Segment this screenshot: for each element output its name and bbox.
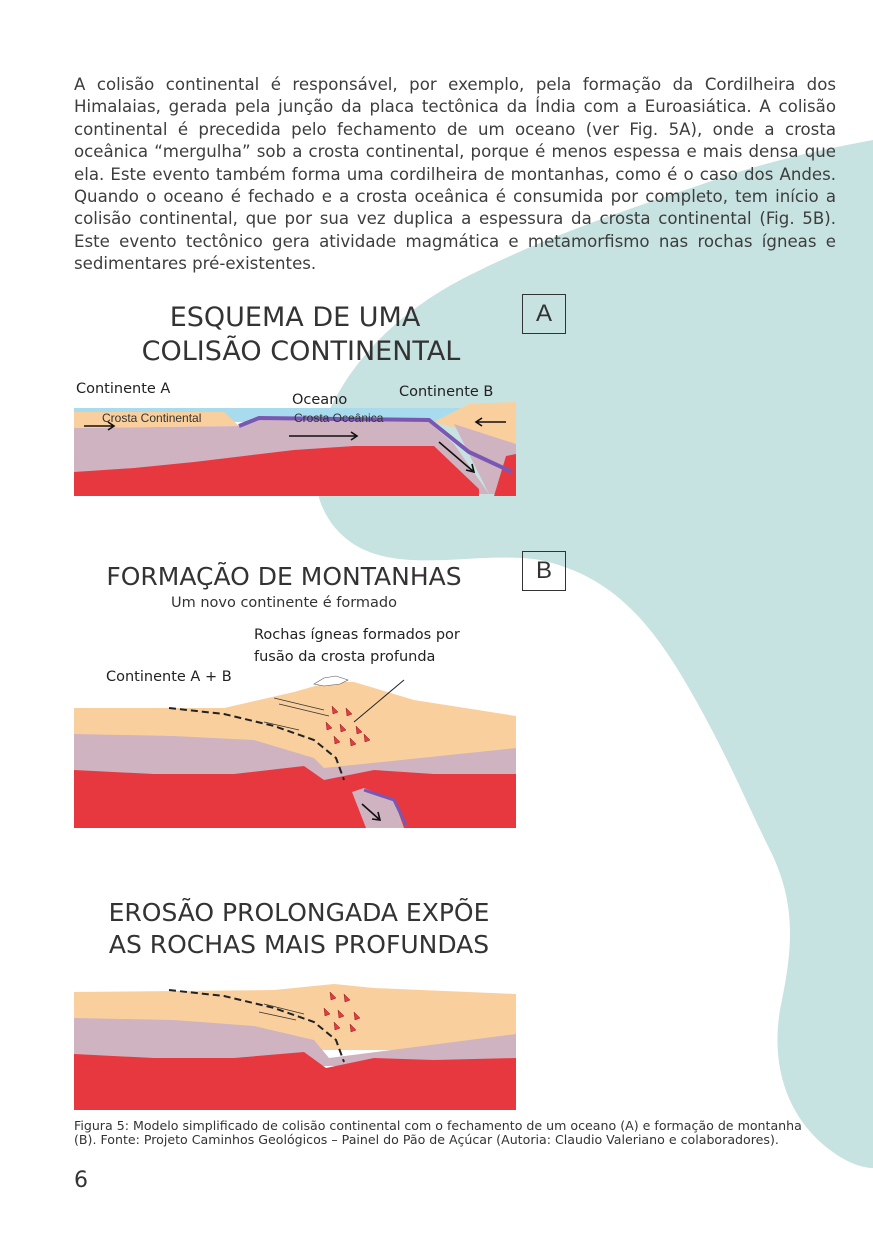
label-crosta-continental: Crosta Continental	[102, 411, 202, 425]
label-crosta-oceanica: Crosta Oceânica	[294, 411, 384, 425]
label-rochas-igneas-1: Rochas ígneas formados por	[254, 627, 460, 643]
label-continente-a: Continente A	[76, 381, 171, 397]
mantle-layer	[74, 766, 516, 828]
figure-c-title-line2: AS ROCHAS MAIS PROFUNDAS	[108, 930, 490, 959]
figure-b-title: FORMAÇÃO DE MONTANHAS	[106, 562, 462, 591]
figure-c-title-line1: EROSÃO PROLONGADA EXPÕE	[108, 898, 490, 927]
figure-a-title-line1: ESQUEMA DE UMA	[169, 302, 421, 333]
figure-b-diagram	[74, 670, 516, 830]
label-continente-ab: Continente A + B	[106, 669, 232, 685]
figure-b-label-box: B	[522, 551, 566, 591]
figure-a-title-line2: COLISÃO CONTINENTAL	[141, 336, 461, 367]
label-oceano: Oceano	[292, 392, 348, 408]
mantle-layer	[74, 1052, 516, 1110]
figure-c-diagram	[74, 982, 516, 1112]
figure-caption: Figura 5: Modelo simplificado de colisão continental com o fechamento de um oceano (A) e formação de montanha (B). Fonte: Projeto Caminhos Geológicos – Painel do Pão de Açúcar (Autoria: Claudio Valeriano e colaboradores).	[74, 1118, 802, 1147]
label-rochas-igneas-2: fusão da crosta profunda	[254, 649, 436, 665]
body-paragraph: A colisão continental é responsável, por exemplo, pela formação da Cordilheira dos Himalaias, gerada pela junção da placa tectônica da Índia com a Euroasiática. A colisão continental é precedida pelo fechamento de um oceano (ver Fig. 5A), onde a crosta oceânica “mergulha” sob a crosta continental, porque é menos espessa e mais densa que ela. Este evento também forma uma cordilheira de montanhas, como é o caso dos Andes. Quando o oceano é fechado e a crosta oceânica é consumida por completo, tem início a colisão continental, que por sua vez duplica a espessura da crosta continental (Fig. 5B). Este evento tectônico gera atividade magmática e metamorfismo nas rochas ígneas e sedimentares pré-existentes.	[74, 75, 836, 274]
figure-a-label-box: A	[522, 294, 566, 334]
figure-b-subtitle: Um novo continente é formado	[170, 595, 398, 611]
label-continente-b: Continente B	[399, 384, 494, 400]
page-number: 6	[74, 1168, 88, 1193]
